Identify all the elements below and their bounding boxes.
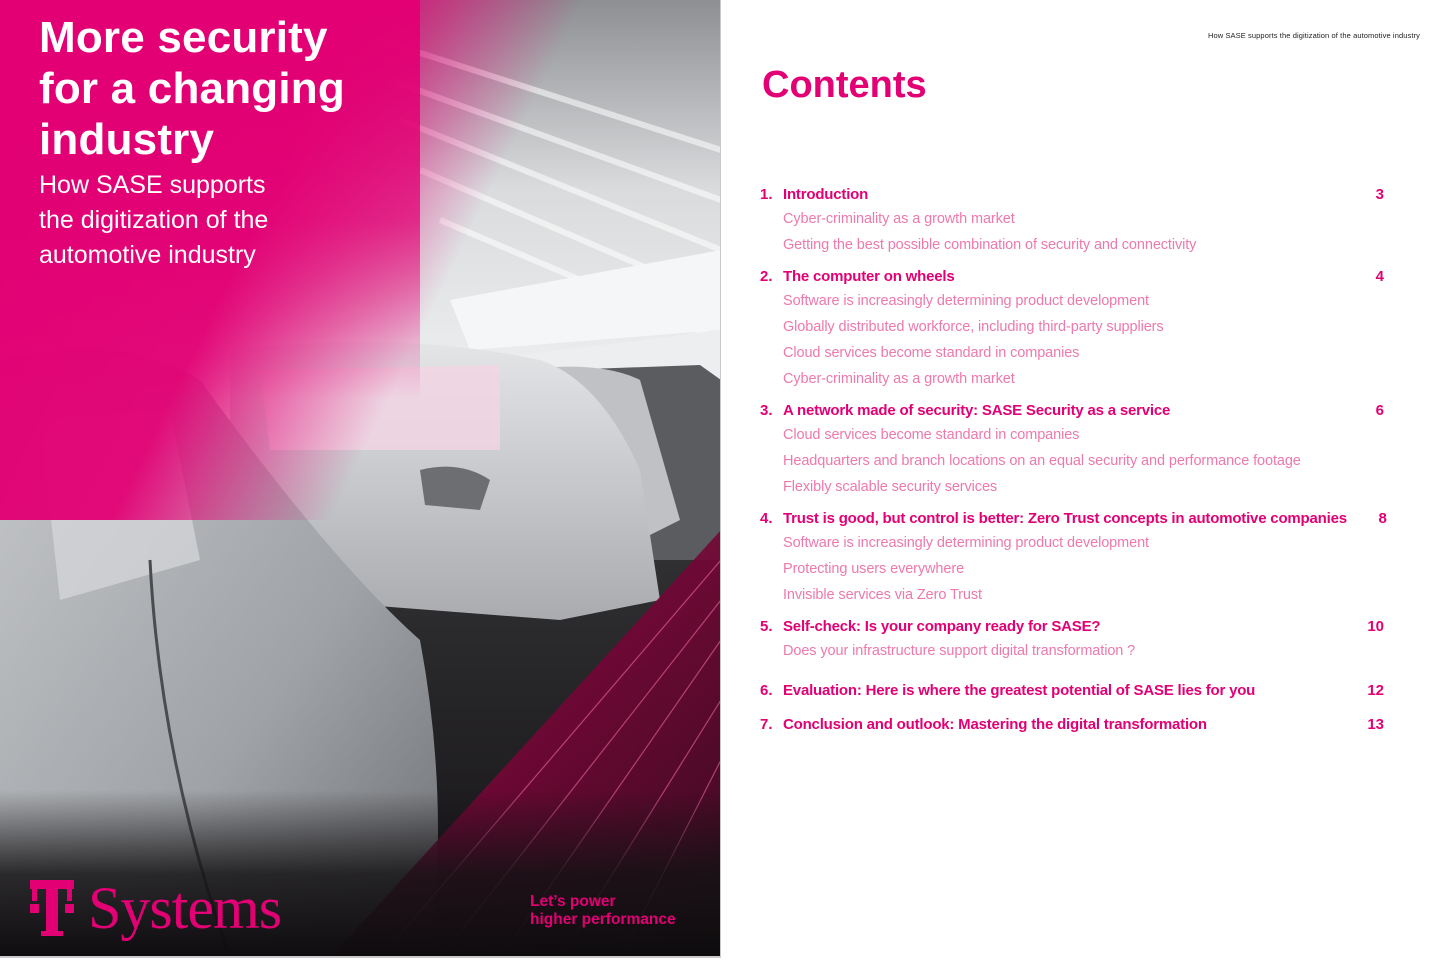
toc-subsection-link[interactable]: Does your infrastructure support digital transformation ? xyxy=(783,643,1136,659)
toc-title: Trust is good, but control is better: Zero Trust concepts in automotive companies xyxy=(783,510,1347,527)
cover-title xyxy=(39,12,345,165)
tagline-line: higher performance xyxy=(530,911,676,928)
toc-subsection-link[interactable]: Globally distributed workforce, including third-party suppliers xyxy=(783,319,1164,335)
toc-number: 2. xyxy=(760,268,773,285)
table-of-contents xyxy=(760,184,1387,744)
cover-title-line: for a changing xyxy=(39,64,345,113)
toc-number: 3. xyxy=(760,402,773,419)
toc-entry xyxy=(760,714,1384,736)
toc-page-number: 4 xyxy=(1375,268,1384,285)
toc-subsection-link[interactable]: Headquarters and branch locations on an equal security and performance footage xyxy=(783,453,1301,469)
toc-subsection-link[interactable]: Cloud services become standard in companies xyxy=(783,345,1080,361)
toc-subsection-link[interactable]: Software is increasingly determining product development xyxy=(783,535,1149,551)
toc-title: Introduction xyxy=(783,186,869,203)
cover-title-line: More security xyxy=(39,13,328,62)
toc-page-number: 6 xyxy=(1375,402,1384,419)
toc-page-number: 8 xyxy=(1378,510,1387,527)
toc-page-number: 12 xyxy=(1367,682,1384,699)
t-systems-logo xyxy=(30,876,281,940)
toc-number: 1. xyxy=(760,186,773,203)
tagline-line: Let’s power xyxy=(530,893,616,910)
toc-title: A network made of security: SASE Security as a service xyxy=(783,402,1171,419)
toc-subsection-link[interactable]: Cloud services become standard in companies xyxy=(783,427,1080,443)
cover-subtitle-line: How SASE supports xyxy=(39,171,266,199)
toc-entry xyxy=(760,266,1384,392)
toc-entry xyxy=(760,184,1384,258)
page-title: Contents xyxy=(762,64,927,106)
toc-section-link[interactable] xyxy=(760,184,1384,206)
cover-title-line: industry xyxy=(39,115,215,164)
toc-title: Evaluation: Here is where the greatest potential of SASE lies for you xyxy=(783,682,1256,699)
toc-number: 5. xyxy=(760,618,773,635)
toc-page-number: 10 xyxy=(1367,618,1384,635)
toc-number: 4. xyxy=(760,510,773,527)
toc-section-link[interactable] xyxy=(760,400,1384,422)
toc-entry xyxy=(760,400,1384,500)
toc-subsection-link[interactable]: Software is increasingly determining product development xyxy=(783,293,1149,309)
telekom-t-icon xyxy=(30,878,74,938)
contents-page xyxy=(722,0,1440,960)
toc-title: Conclusion and outlook: Mastering the digital transformation xyxy=(783,716,1207,733)
tagline xyxy=(530,893,676,929)
toc-subsection-link[interactable]: Cyber-criminality as a growth market xyxy=(783,211,1015,227)
cover-subtitle-line: automotive industry xyxy=(39,241,256,269)
toc-subsection-link[interactable]: Invisible services via Zero Trust xyxy=(783,587,982,603)
brand-name: Systems xyxy=(88,875,282,941)
toc-section-link[interactable] xyxy=(760,680,1384,702)
toc-entry xyxy=(760,616,1384,664)
toc-section-link[interactable] xyxy=(760,266,1384,288)
cover-subtitle xyxy=(39,168,268,273)
toc-number: 6. xyxy=(760,682,773,699)
cover-page xyxy=(0,0,721,958)
toc-title: The computer on wheels xyxy=(783,268,955,285)
toc-page-number: 3 xyxy=(1375,186,1384,203)
toc-subsection-link[interactable]: Protecting users everywhere xyxy=(783,561,965,577)
toc-subsection-link[interactable]: Getting the best possible combination of security and connectivity xyxy=(783,237,1197,253)
toc-subsection-link[interactable]: Cyber-criminality as a growth market xyxy=(783,371,1015,387)
toc-entry xyxy=(760,680,1384,702)
toc-number: 7. xyxy=(760,716,773,733)
toc-section-link[interactable] xyxy=(760,616,1384,638)
toc-section-link[interactable] xyxy=(760,508,1387,530)
toc-title: Self-check: Is your company ready for SASE? xyxy=(783,618,1101,635)
toc-entry xyxy=(760,508,1387,608)
running-header: How SASE supports the digitization of the automotive industry xyxy=(1207,31,1420,40)
toc-subsection-link[interactable]: Flexibly scalable security services xyxy=(783,479,998,495)
toc-section-link[interactable] xyxy=(760,714,1384,736)
cover-subtitle-line: the digitization of the xyxy=(39,206,269,234)
toc-page-number: 13 xyxy=(1367,716,1384,733)
